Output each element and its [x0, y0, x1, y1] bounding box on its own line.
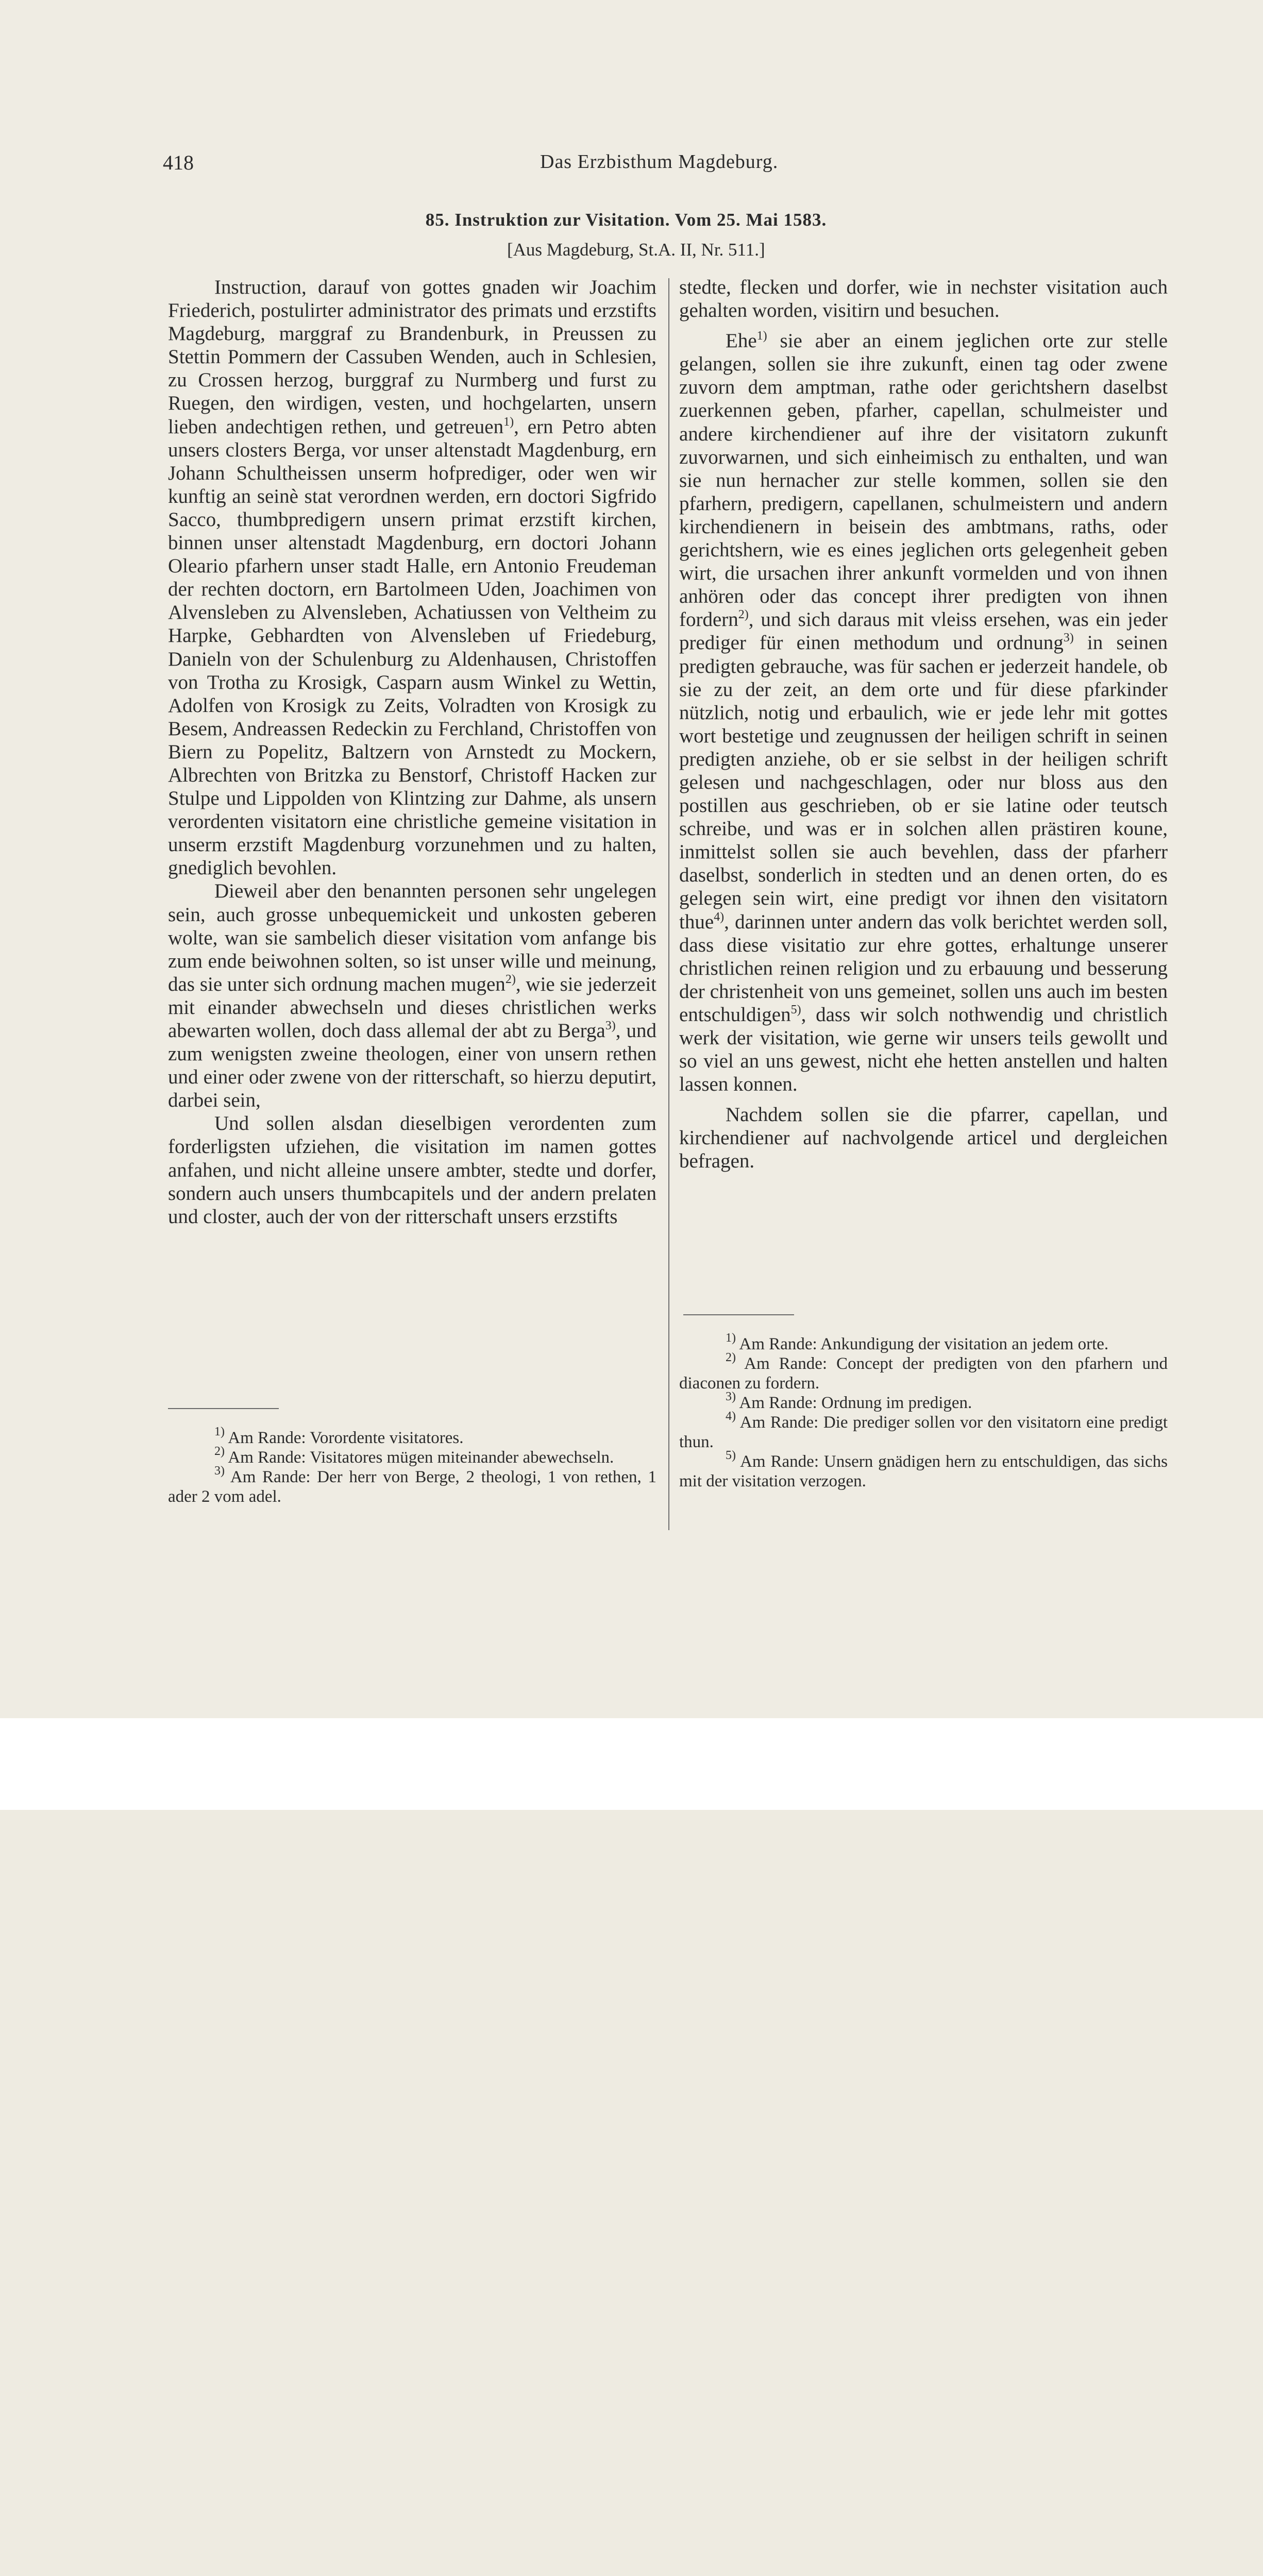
footnotes-left: [168, 1425, 656, 1506]
footnote-rule: [168, 1408, 279, 1409]
paragraph: Nachdem sollen sie die pfarrer, capellan, und kirchendiener auf nachvolgende articel und dergleichen befragen.: [679, 1104, 1168, 1173]
footnote-ref: 4): [714, 910, 725, 924]
document-source: [Aus Magdeburg, St.A. II, Nr. 511.]: [507, 240, 765, 260]
footnote: $^{1)}$ Am Rande: Ankundigung der visitation an jedem orte.: [726, 1331, 1109, 1353]
footnote-ref: 2): [505, 972, 516, 986]
footnote-ref: 1): [756, 329, 767, 343]
footnote: $^{3)}$ Am Rande: Ordnung im predigen.: [726, 1390, 972, 1412]
paragraph: stedte, flecken und dorfer, wie in nechster visitation auch gehalten worden, visitirn und besuchen.: [679, 276, 1168, 322]
footnote: $^{1)}$ Am Rande: Vorordente visitatores.: [214, 1425, 464, 1447]
footnote-rule: [683, 1314, 794, 1315]
left-column: [168, 276, 656, 1228]
viewer-footer: [0, 1718, 1263, 1810]
footnote-ref: 1): [503, 415, 514, 429]
footnote: $^{3)}$ Am Rande: Der herr von Berge, 2 theologi, 1 von rethen, 1 ader 2 vom adel.: [168, 1464, 656, 1506]
footnote-ref: 3): [605, 1019, 616, 1032]
footnotes-right: [679, 1331, 1168, 1491]
paragraph: Instruction, darauf von gottes gnaden wir Joachim Friederich, postulirter administrator des primats und erzstifts Magdeburg, marggraf zu Brandenburk, in Preussen zu Stettin Pommern der Cassuben Wenden, auch in Schlesien, zu Crossen herzog, burggraf zu Nurmberg und furst zu Ruegen, den wirdigen, vesten, und hochgelarten, unsern lieben andechtigen rethen, und getreuen$^{1)}$, ern Petro abten unsers closters Berga, vor unser altenstadt Magdenburg, ern Johann Schultheissen unserm hofprediger, oder wen wir kunftig an seinè stat verordnen werden, ern doctori Sigfrido Sacco, thumbpredigern unsern primat erzstift kirchen, binnen unser altenstadt Magdenburg, ern doctori Johann Oleario pfarhern unser stadt Halle, ern Antonio Freudeman der rechten doctorn, ern Bartolmeen Uden, Joachimen von Alvensleben zu Alvensleben, Achatiussen von Veltheim zu Harpke, Gebhardten von Alvensleben uf Friedeburg, Danieln von der Schulenburg zu Aldenhausen, Christoffen von Trotha zu Krosigk, Casparn ausm Winkel zu Wettin, Adolfen von Krosigk zu Zeits, Volradten von Krosigk zu Besem, Andreassen Redeckin zu Ferchland, Christoffen von Biern zu Popelitz, Baltzern von Arnstedt zu Mockern, Albrechten von Britzka zu Benstorf, Christoff Hacken zur Stulpe und Lippolden von Klintzing zur Dahme, als unsern verordenten visitatorn eine christliche gemeine visitation in unserm erzstift Magdenburg vorzunehmen und zu halten, gnediglich bevohlen.: [168, 276, 656, 879]
right-column: [679, 276, 1168, 1173]
paragraph: Und sollen alsdan dieselbigen verordenten zum forderligsten ufziehen, die visitation im namen gottes anfahen, und nicht alleine unsere ambter, stedte und dorfer, sondern auch unsers thumbcapitels und der andern prelaten und closter, auch der von der ritterschaft unsers erzstifts: [168, 1112, 656, 1228]
footnote: $^{2)}$ Am Rande: Concept der predigten von den pfarhern und diaconen zu fordern.: [679, 1351, 1168, 1393]
running-title: Das Erzbisthum Magdeburg.: [540, 151, 779, 173]
column-divider: [668, 278, 669, 1530]
footnote-ref: 3): [1063, 631, 1074, 645]
footnote: $^{5)}$ Am Rande: Unsern gnädigen hern zu entschuldigen, das sichs mit der visitation verzogen.: [679, 1449, 1168, 1490]
footnote: $^{2)}$ Am Rande: Visitatores mügen miteinander abewechseln.: [214, 1445, 614, 1467]
paragraph: Ehe$^{1)}$ sie aber an einem jeglichen orte zur stelle gelangen, sollen sie ihre zukunft, einen tag oder zwene zuvorn dem amptman, rathe oder gerichtshern daselbst zuerkennen geben, pfarher, capellan, schulmeister und andere kirchendiener auf ihre der visitatorn zukunft zuvorwarnen, und sich einheimisch zu enthalten, und wan sie nun hernacher zur stelle kommen, sollen sie den pfarhern, predigern, capellanen, schulmeistern und andern kirchendienern in beisein des ambtmans, raths, oder gerichtshern, wie es eines jeglichen orts gelegenheit geben wirt, die ursachen ihrer ankunft vormelden und von ihnen anhören oder das concept ihrer predigten von ihnen fordern$^{2)}$, und sich daraus mit vleiss ersehen, was ein jeder prediger für einen methodum und ordnung$^{3)}$ in seinen predigten gebrauche, was für sachen er jederzeit handele, ob sie zu der zeit, an dem orte und für diese pfarkinder nützlich, notig und erbaulich, wie er jede lehr mit gottes wort bestetige und zeugnussen der heiligen schrift in seinen predigten anziehe, ob er sie selbst in der heiligen schrift gelesen und nachgeschlagen, oder nur bloss aus den postillen aus geschrieben, ob er sie latine oder teutsch schreibe, und was er in solchen allen prästiren koune, inmittelst sollen sie auch bevehlen, dass der pfarherr daselbst, sonderlich in stedten und an denen orten, do es gelegen sein wirt, eine predigt vor ihnen den visitatorn thue$^{4)}$, darinnen unter andern das volk berichtet werden soll, dass diese visitatio zur ehre gottes, erhaltunge unserer christlichen reinen religion und zu erbauung und besserung der christenheit von uns gemeinet, sollen uns auch im besten entschuldigen$^{5)}$, dass wir solch nothwendig und christlich werk der visitation, wie gerne wir unsers teils gewollt und so viel an uns gewest, nicht ehe hetten anstellen und halten lassen konnen.: [679, 329, 1168, 1096]
footnote-ref: 5): [790, 1003, 801, 1016]
paragraph: Dieweil aber den benannten personen sehr ungelegen sein, auch grosse unbequemickeit und unkosten geberen wolte, wan sie sambelich dieser visitation vom anfange bis zum ende beiwohnen solten, so ist unser wille und meinung, das sie unter sich ordnung machen mugen$^{2)}$, wie sie jederzeit mit einander abwechseln und dieses christlichen werks abewarten wollen, doch dass allemal der abt zu Berga$^{3)}$, und zum wenigsten zweine theologen, einer von unsern rethen und einer oder zwene von der ritterschaft, so hierzu deputirt, darbei sein,: [168, 880, 656, 1112]
footnote: $^{4)}$ Am Rande: Die prediger sollen vor den visitatorn eine predigt thun.: [679, 1410, 1168, 1451]
footnote-ref: 2): [738, 608, 749, 622]
page-number: 418: [163, 151, 194, 174]
document-title: 85. Instruktion zur Visitation. Vom 25. Mai 1583.: [425, 210, 827, 230]
